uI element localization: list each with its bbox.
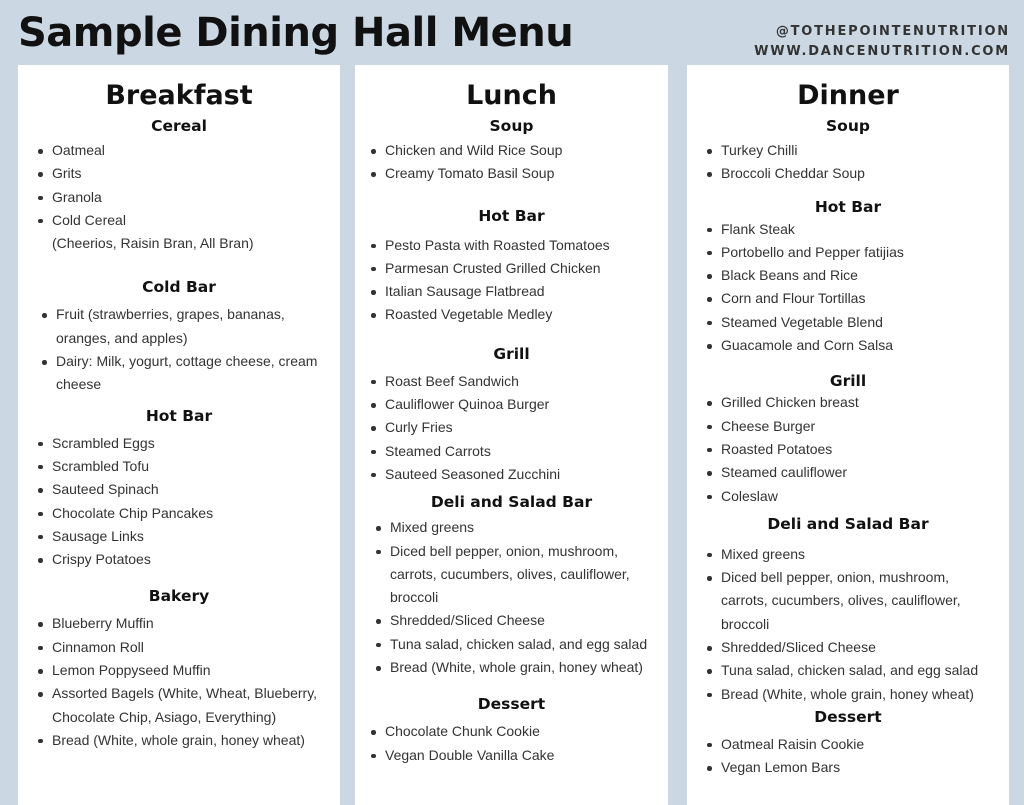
list-item: Vegan Lemon Bars [721, 756, 1009, 779]
breakfast-column [18, 65, 340, 805]
list-item: Steamed Carrots [385, 440, 668, 463]
section-title: Cold Bar [142, 278, 216, 297]
list-item: Roasted Potatoes [721, 438, 1009, 461]
list-item: Italian Sausage Flatbread [385, 280, 668, 303]
section-title: Soup [489, 117, 534, 135]
item-list [721, 733, 1009, 780]
list-item: Bread (White, whole grain, honey wheat) [52, 729, 327, 752]
list-item: Curly Fries [385, 416, 668, 439]
section-title: Hot Bar [814, 197, 882, 216]
item-list [721, 218, 1009, 358]
column-title: Breakfast [105, 80, 253, 111]
list-item: Fruit (strawberries, grapes, bananas, oranges, and apples) [56, 303, 326, 350]
list-item: Roasted Vegetable Medley [385, 303, 668, 326]
list-item: Dairy: Milk, yogurt, cottage cheese, cream cheese [56, 350, 326, 397]
list-item: Scrambled Tofu [52, 455, 340, 478]
item-list [385, 370, 668, 486]
list-item: Coleslaw [721, 485, 1009, 508]
list-item: Cinnamon Roll [52, 636, 327, 659]
list-item: Creamy Tomato Basil Soup [385, 162, 668, 185]
list-item: Bread (White, whole grain, honey wheat) [721, 683, 983, 706]
list-item: Guacamole and Corn Salsa [721, 334, 1009, 357]
list-item: Chicken and Wild Rice Soup [385, 139, 668, 162]
section-title: Hot Bar [478, 206, 545, 225]
list-item: Cauliflower Quinoa Burger [385, 393, 668, 416]
list-item: Broccoli Cheddar Soup [721, 162, 1009, 185]
list-item: Blueberry Muffin [52, 612, 327, 635]
item-list [52, 432, 340, 572]
item-list [56, 303, 326, 396]
list-item: Assorted Bagels (White, Wheat, Blueberry, Chocolate Chip, Asiago, Everything) [52, 682, 327, 729]
list-item: Turkey Chilli [721, 139, 1009, 162]
list-item: Grits [52, 162, 340, 185]
section-title: Bakery [148, 587, 210, 606]
list-item: Flank Steak [721, 218, 1009, 241]
item-list [52, 139, 340, 255]
list-item: Lemon Poppyseed Muffin [52, 659, 327, 682]
list-item: Parmesan Crusted Grilled Chicken [385, 257, 668, 280]
list-item: Shredded/Sliced Cheese [390, 609, 652, 632]
header-credits [754, 22, 1010, 62]
list-item: Grilled Chicken breast [721, 391, 1009, 414]
list-item: Tuna salad, chicken salad, and egg salad [390, 633, 652, 656]
section-title: Deli and Salad Bar [430, 493, 593, 512]
list-item-note: (Cheerios, Raisin Bran, All Bran) [52, 235, 254, 252]
list-item: Sauteed Spinach [52, 478, 340, 501]
website-url: WWW.DANCENUTRITION.COM [754, 44, 1010, 59]
list-item: Chocolate Chunk Cookie [385, 720, 668, 743]
page-title: Sample Dining Hall Menu [18, 10, 574, 56]
item-list [721, 543, 983, 706]
section-title: Cereal [151, 117, 207, 135]
list-item: Diced bell pepper, onion, mushroom, carrots, cucumbers, olives, cauliflower, broccoli [721, 566, 983, 636]
list-item: Corn and Flour Tortillas [721, 287, 1009, 310]
section-title: Dessert [814, 707, 882, 726]
item-list [390, 516, 652, 679]
list-item: Cold Cereal [52, 209, 340, 232]
list-item: Portobello and Pepper fatijias [721, 241, 1009, 264]
section-title: Grill [493, 344, 530, 363]
list-item: Oatmeal [52, 139, 340, 162]
list-item: Shredded/Sliced Cheese [721, 636, 983, 659]
list-item: Diced bell pepper, onion, mushroom, carrots, cucumbers, olives, cauliflower, broccoli [390, 540, 652, 610]
column-title: Dinner [797, 80, 899, 111]
section-title: Dessert [477, 695, 546, 714]
lunch-column [355, 65, 668, 805]
list-item: Granola [52, 186, 340, 209]
list-item: Scrambled Eggs [52, 432, 340, 455]
list-item: Black Beans and Rice [721, 264, 1009, 287]
list-item: Chocolate Chip Pancakes [52, 502, 340, 525]
item-list [385, 139, 668, 186]
dinner-column [687, 65, 1009, 805]
section-title: Grill [829, 372, 867, 391]
column-title: Lunch [466, 80, 557, 111]
list-item: Vegan Double Vanilla Cake [385, 744, 668, 767]
section-title: Deli and Salad Bar [767, 514, 929, 533]
section-title: Hot Bar [145, 406, 213, 425]
list-item: Oatmeal Raisin Cookie [721, 733, 1009, 756]
list-item: Mixed greens [390, 516, 652, 539]
item-list [385, 234, 668, 327]
list-item: Roast Beef Sandwich [385, 370, 668, 393]
list-item: Tuna salad, chicken salad, and egg salad [721, 659, 983, 682]
item-list [721, 139, 1009, 186]
social-handle: @TOTHEPOINTENUTRITION [775, 24, 1010, 39]
list-item: Sausage Links [52, 525, 340, 548]
list-item: Bread (White, whole grain, honey wheat) [390, 656, 652, 679]
list-item: Pesto Pasta with Roasted Tomatoes [385, 234, 668, 257]
item-list [52, 612, 327, 752]
item-list [721, 391, 1009, 507]
list-item: Sauteed Seasoned Zucchini [385, 463, 668, 486]
list-item: Mixed greens [721, 543, 983, 566]
section-title: Soup [826, 117, 870, 135]
list-item: Crispy Potatoes [52, 548, 340, 571]
list-item: Steamed Vegetable Blend [721, 311, 1009, 334]
list-item: Cheese Burger [721, 415, 1009, 438]
list-item: Steamed cauliflower [721, 461, 1009, 484]
item-list [385, 720, 668, 767]
